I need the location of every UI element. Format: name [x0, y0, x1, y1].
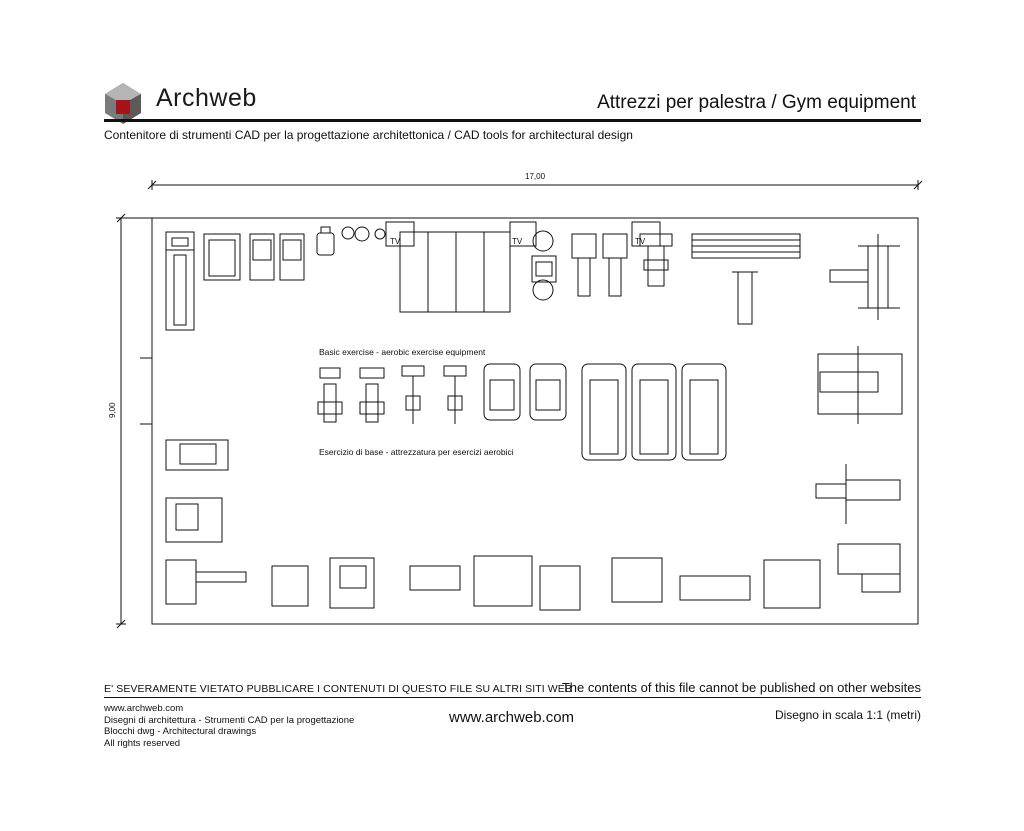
power-rack-right	[818, 346, 902, 424]
footer-scale: Disegno in scala 1:1 (metri)	[774, 708, 921, 722]
dimension-height-line	[116, 214, 152, 628]
footer-line: Disegni di architettura - Strumenti CAD per la progettazione	[104, 714, 355, 726]
tv-label-1: TV	[390, 237, 401, 246]
bench-row	[204, 234, 304, 280]
tv-label-2: TV	[512, 237, 523, 246]
dimension-height-label: 9,00	[108, 402, 117, 418]
footer-line: All rights reserved	[104, 737, 181, 749]
warning-english: The contents of this file cannot be published on other websites	[561, 680, 921, 695]
leg-press-machine	[166, 232, 194, 330]
footer-line: Blocchi dwg - Architectural drawings	[104, 726, 257, 737]
weight-station-right	[816, 464, 900, 524]
squat-rack-right	[830, 234, 900, 320]
room-outline	[152, 218, 918, 624]
elliptical-trainers	[484, 364, 566, 420]
esercizio-base-label: Esercizio di base - attrezzatura per esercizi aerobici	[319, 447, 514, 457]
treadmills	[582, 364, 726, 460]
treadmill-block	[400, 232, 510, 312]
page-subtitle: Contenitore di strumenti CAD per la progettazione architettonica / CAD tools for architectural design	[104, 128, 633, 142]
tv-label-3: TV	[635, 237, 646, 246]
exercise-bikes	[318, 366, 466, 424]
footer-divider	[104, 697, 921, 698]
basic-exercise-label: Basic exercise - aerobic exercise equipment	[319, 347, 486, 357]
footer-left-block	[104, 703, 354, 749]
footer-website[interactable]: www.archweb.com	[449, 709, 575, 726]
logo-wordmark: Archweb	[156, 84, 257, 112]
footer-line: www.archweb.com	[104, 703, 184, 714]
left-machines	[166, 440, 228, 542]
dip-stations	[572, 234, 672, 296]
small-equipment	[317, 227, 385, 255]
warning-italian: E' SEVERAMENTE VIETATO PUBBLICARE I CONTENUTI DI QUESTO FILE SU ALTRI SITI WEB	[104, 683, 572, 695]
dimension-width-label: 17,00	[525, 172, 546, 181]
bottom-machines	[166, 544, 900, 610]
page-title: Attrezzi per palestra / Gym equipment	[597, 92, 916, 113]
dimension-width-line	[148, 180, 922, 190]
bench-press-rack	[692, 234, 800, 324]
